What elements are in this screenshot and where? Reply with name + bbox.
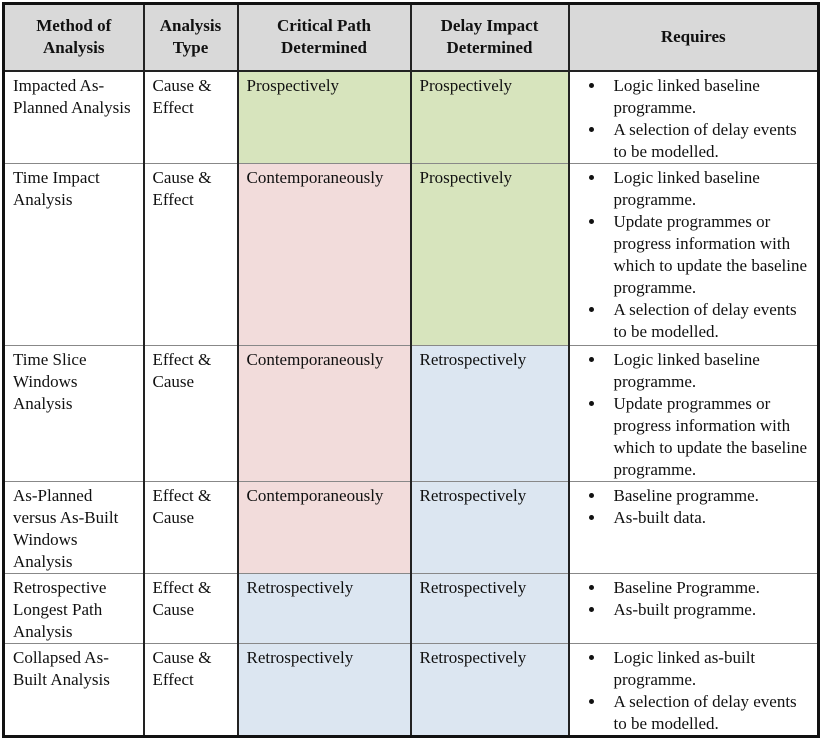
requires-item: • Update programmes or progress information with which to update the baseline programme. xyxy=(606,211,811,299)
requires-cell xyxy=(569,345,819,481)
critical-path-cell: Retrospectively xyxy=(238,643,411,736)
table-row xyxy=(4,71,819,164)
method-cell: Collapsed As-Built Analysis xyxy=(4,643,144,736)
method-cell: Time Slice Windows Analysis xyxy=(4,345,144,481)
delay-impact-cell: Prospectively xyxy=(411,71,569,164)
delay-impact-cell: Retrospectively xyxy=(411,481,569,573)
requires-cell xyxy=(569,71,819,164)
requires-cell xyxy=(569,573,819,643)
delay-impact-cell: Retrospectively xyxy=(411,643,569,736)
requires-item: • As-built programme. xyxy=(606,599,811,621)
header-type: Analysis Type xyxy=(144,4,238,71)
type-cell: Cause & Effect xyxy=(144,643,238,736)
method-cell: Time Impact Analysis xyxy=(4,163,144,345)
method-cell: Impacted As-Planned Analysis xyxy=(4,71,144,164)
requires-list xyxy=(578,349,811,481)
requires-cell xyxy=(569,643,819,736)
requires-item: • As-built data. xyxy=(606,507,811,529)
requires-cell xyxy=(569,163,819,345)
requires-item: • Logic linked baseline programme. xyxy=(606,75,811,119)
requires-list xyxy=(578,577,811,621)
header-method: Method of Analysis xyxy=(4,4,144,71)
requires-item: • Baseline programme. xyxy=(606,485,811,507)
critical-path-cell: Contemporaneously xyxy=(238,163,411,345)
critical-path-cell: Prospectively xyxy=(238,71,411,164)
requires-list xyxy=(578,647,811,735)
table-row xyxy=(4,643,819,736)
critical-path-cell: Contemporaneously xyxy=(238,481,411,573)
requires-item: • Baseline Programme. xyxy=(606,577,811,599)
header-row xyxy=(4,4,819,71)
type-cell: Cause & Effect xyxy=(144,71,238,164)
requires-item: • Logic linked baseline programme. xyxy=(606,349,811,393)
header-delay-impact: Delay Impact Determined xyxy=(411,4,569,71)
method-cell: As-Planned versus As-Built Windows Analysis xyxy=(4,481,144,573)
delay-analysis-methods-table xyxy=(2,2,820,738)
header-requires: Requires xyxy=(569,4,819,71)
table-row xyxy=(4,163,819,345)
type-cell: Effect & Cause xyxy=(144,481,238,573)
requires-cell xyxy=(569,481,819,573)
critical-path-cell: Contemporaneously xyxy=(238,345,411,481)
requires-list xyxy=(578,167,811,343)
method-cell: Retrospective Longest Path Analysis xyxy=(4,573,144,643)
requires-list xyxy=(578,75,811,163)
requires-item: • A selection of delay events to be modelled. xyxy=(606,119,811,163)
type-cell: Effect & Cause xyxy=(144,573,238,643)
requires-item: • A selection of delay events to be modelled. xyxy=(606,691,811,735)
critical-path-cell: Retrospectively xyxy=(238,573,411,643)
header-critical-path: Critical Path Determined xyxy=(238,4,411,71)
type-cell: Effect & Cause xyxy=(144,345,238,481)
requires-list xyxy=(578,485,811,529)
requires-item: • Update programmes or progress information with which to update the baseline programme. xyxy=(606,393,811,481)
delay-impact-cell: Retrospectively xyxy=(411,345,569,481)
table-row xyxy=(4,573,819,643)
requires-item: • Logic linked as-built programme. xyxy=(606,647,811,691)
type-cell: Cause & Effect xyxy=(144,163,238,345)
table-row xyxy=(4,481,819,573)
requires-item: • Logic linked baseline programme. xyxy=(606,167,811,211)
requires-item: • A selection of delay events to be modelled. xyxy=(606,299,811,343)
table-row xyxy=(4,345,819,481)
delay-impact-cell: Retrospectively xyxy=(411,573,569,643)
delay-impact-cell: Prospectively xyxy=(411,163,569,345)
